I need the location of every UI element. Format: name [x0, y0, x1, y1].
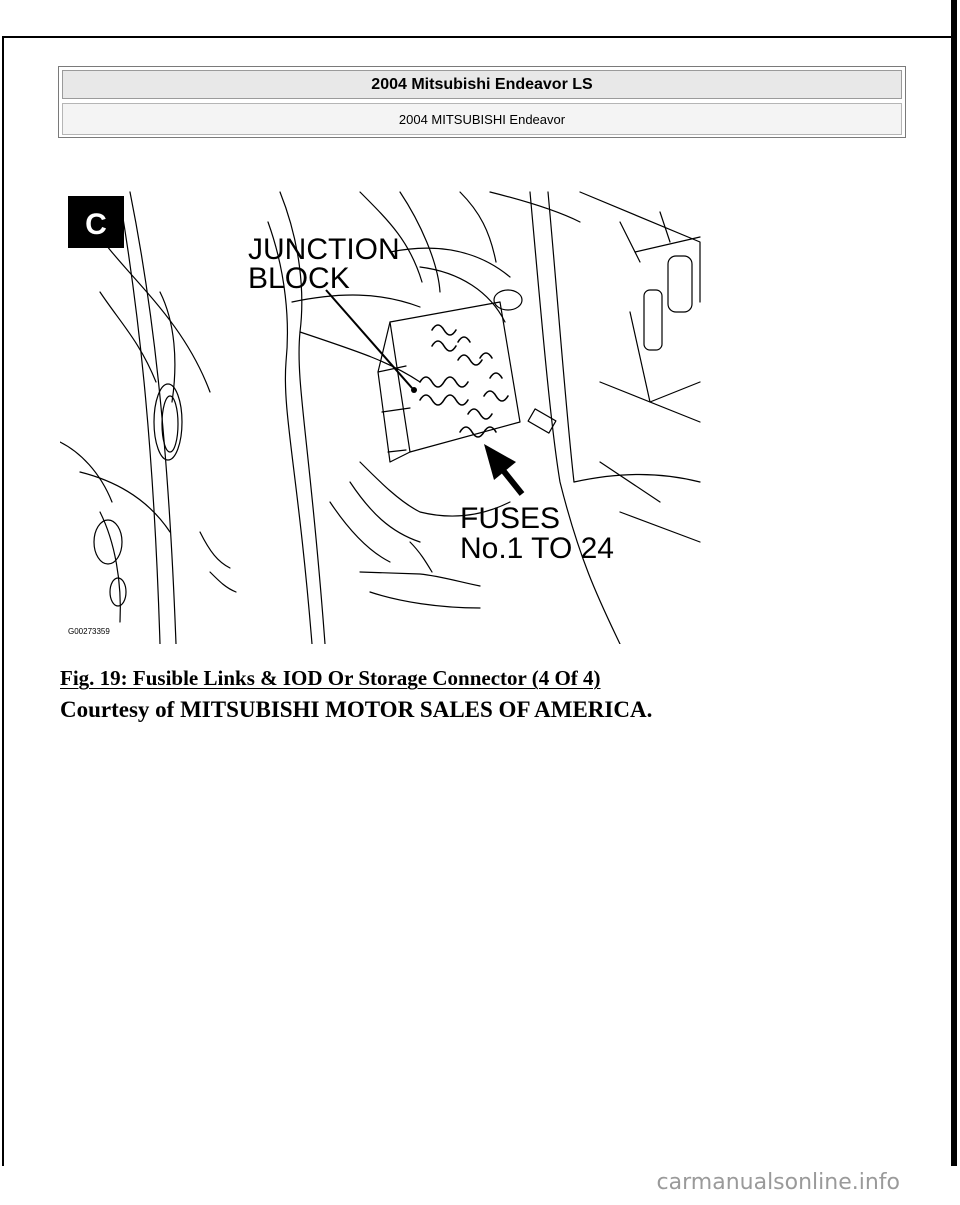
page-border-left: [2, 36, 4, 1166]
page-border-right: [951, 0, 957, 1166]
watermark-text: carmanualsonline.info: [656, 1170, 900, 1195]
page-border-top: [2, 36, 957, 38]
callout-junction-label: JUNCTION: [248, 233, 400, 266]
document-subtitle: 2004 MITSUBISHI Endeavor: [62, 103, 902, 135]
callout-block-label: BLOCK: [248, 262, 350, 295]
document-title: 2004 Mitsubishi Endeavor LS: [62, 70, 902, 99]
figure-caption[interactable]: Fig. 19: Fusible Links & IOD Or Storage Connector (4 Of 4): [60, 666, 601, 690]
figure-courtesy: Courtesy of MITSUBISHI MOTOR SALES OF AMERICA.: [60, 697, 653, 722]
header-table: [58, 66, 906, 138]
figure-image-code: G00273359: [68, 627, 110, 636]
callout-fuses-label: FUSES: [460, 502, 561, 535]
callout-fuses-range-label: No.1 TO 24: [460, 532, 614, 565]
figure-badge-letter: C: [85, 208, 107, 241]
figure-illustration: [60, 182, 720, 644]
